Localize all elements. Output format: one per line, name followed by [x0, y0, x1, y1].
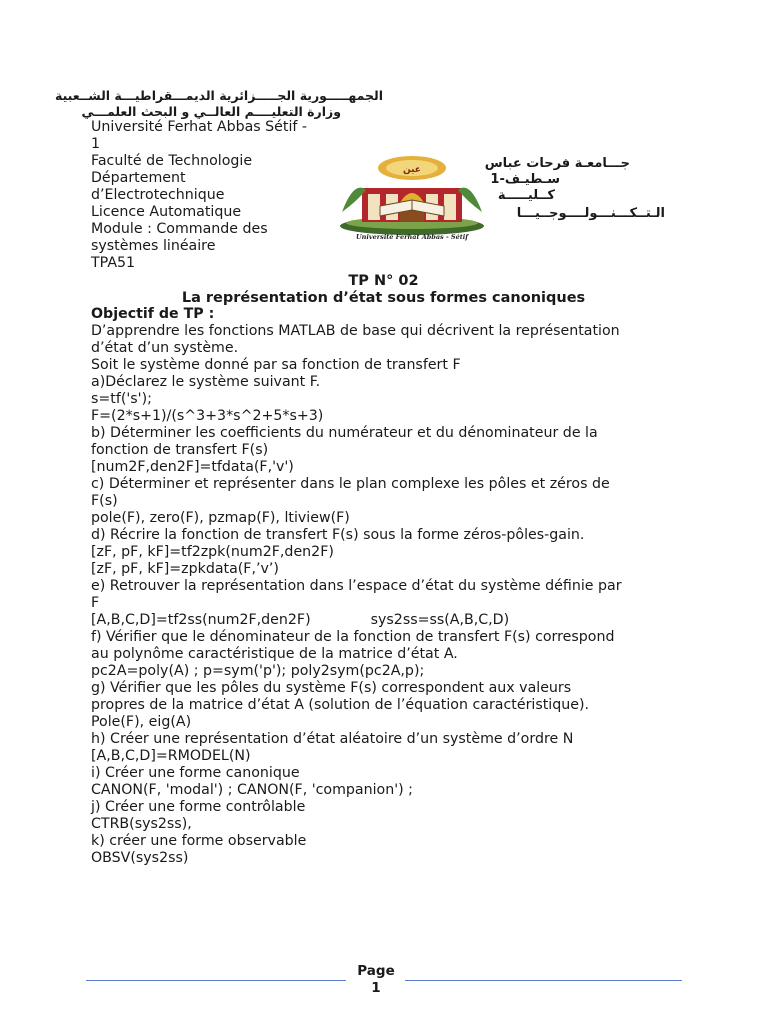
code-line: [zF, pF, kF]=tf2zpk(num2F,den2F) — [91, 544, 334, 560]
faculty-name: Faculté de Technologie — [91, 153, 253, 169]
content-line: e) Retrouver la représentation dans l’espace d’état du système définie par — [91, 578, 622, 594]
content-line: Soit le système donné par sa fonction de transfert F — [91, 357, 461, 373]
code-line: CTRB(sys2ss), — [91, 816, 192, 832]
university-name: Université Ferhat Abbas Sétif - — [91, 119, 308, 135]
code-line: F=(2*s+1)/(s^3+3*s^2+5*s+3) — [91, 408, 324, 424]
content-line: c) Déterminer et représenter dans le plan complexe les pôles et zéros de — [91, 476, 610, 492]
department-line-2: d’Electrotechnique — [91, 187, 225, 203]
university-logo-graphic — [332, 150, 492, 242]
arabic-city-line: سـطيـف-1 — [490, 172, 560, 187]
arabic-faculty-line: كــليـــــة — [497, 188, 555, 203]
university-logo — [332, 150, 492, 242]
content-line: j) Créer une forme contrôlable — [91, 799, 306, 815]
group-code: TPA51 — [91, 255, 136, 271]
code-line: s=tf('s'); — [91, 391, 152, 407]
module-line-2 — [91, 238, 306, 255]
module-word-lineaire: linéaire — [162, 238, 216, 254]
tp-subject: La représentation d’état sous formes canoniques — [181, 290, 586, 306]
content-line: propres de la matrice d’état A (solution de l’équation caractéristique). — [91, 697, 590, 713]
code-line: [num2F,den2F]=tfdata(F,'v') — [91, 459, 294, 475]
page-label: Page — [357, 963, 395, 979]
code-line: CANON(F, 'modal') ; CANON(F, 'companion') ; — [91, 782, 413, 798]
content-line: h) Créer une représentation d’état aléatoire d’un système d’ordre N — [91, 731, 574, 747]
footer-rule-right — [405, 980, 682, 981]
licence-name: Licence Automatique — [91, 204, 242, 220]
institution-block — [91, 119, 306, 272]
ss-code: sys2ss=ss(A,B,C,D) — [370, 612, 510, 628]
code-line: [A,B,C,D]=RMODEL(N) — [91, 748, 251, 764]
arabic-technology-line: الـتــكـــنـــولــــوجــيـــا — [516, 206, 665, 221]
page-number-block — [352, 963, 400, 997]
content-line: fonction de transfert F(s) — [91, 442, 269, 458]
content-line: k) créer une forme observable — [91, 833, 307, 849]
code-line — [91, 612, 681, 629]
arabic-university-line: جـــامعـة فرحات عباس — [484, 156, 630, 171]
code-line: [zF, pF, kF]=zpkdata(F,’v’) — [91, 561, 279, 577]
tf2ss-code: [A,B,C,D]=tf2ss(num2F,den2F) — [91, 612, 311, 628]
content-line: a)Déclarez le système suivant F. — [91, 374, 321, 390]
content-line: d) Récrire la fonction de transfert F(s) sous la forme zéros-pôles-gain. — [91, 527, 585, 543]
content-line: F(s) — [91, 493, 118, 509]
content-line: d’état d’un système. — [91, 340, 239, 356]
module-line-1: Module : Commande des — [91, 221, 268, 237]
code-line: pole(F), zero(F), pzmap(F), ltiview(F) — [91, 510, 350, 526]
objective-label: Objectif de TP : — [91, 306, 215, 322]
content-line: b) Déterminer les coefficients du numérateur et du dénominateur de la — [91, 425, 598, 441]
tp-content — [91, 306, 681, 867]
logo-top-text: عين — [403, 165, 421, 175]
content-line: g) Vérifier que les pôles du système F(s) correspondent aux valeurs — [91, 680, 572, 696]
header-arabic-republic: الجمهـــــورية الجـــــزائرية الديمـــقراطيـــة الشــعبية — [54, 88, 383, 103]
code-line: pc2A=poly(A) ; p=sym('p'); poly2sym(pc2A,p); — [91, 663, 425, 679]
logo-caption: Université Ferhat Abbas - Sétif — [355, 233, 469, 241]
header-arabic-ministry: وزارة التعليــــم العالــي و البحث العلمـــي — [81, 104, 341, 119]
code-line: OBSV(sys2ss) — [91, 850, 189, 866]
tp-number: TP N° 02 — [348, 273, 419, 289]
content-line: au polynôme caractéristique de la matrice d’état A. — [91, 646, 458, 662]
content-line: f) Vérifier que le dénominateur de la fonction de transfert F(s) correspond — [91, 629, 615, 645]
page-number: 1 — [371, 980, 381, 996]
code-line: Pole(F), eig(A) — [91, 714, 192, 730]
university-number: 1 — [91, 136, 101, 152]
content-line: F — [91, 595, 100, 611]
content-line: D’apprendre les fonctions MATLAB de base qui décrivent la représentation — [91, 323, 620, 339]
module-word-systemes: systèmes — [91, 238, 159, 254]
content-line: i) Créer une forme canonique — [91, 765, 300, 781]
footer-rule-left — [86, 980, 346, 981]
department-line-1: Département — [91, 170, 186, 186]
